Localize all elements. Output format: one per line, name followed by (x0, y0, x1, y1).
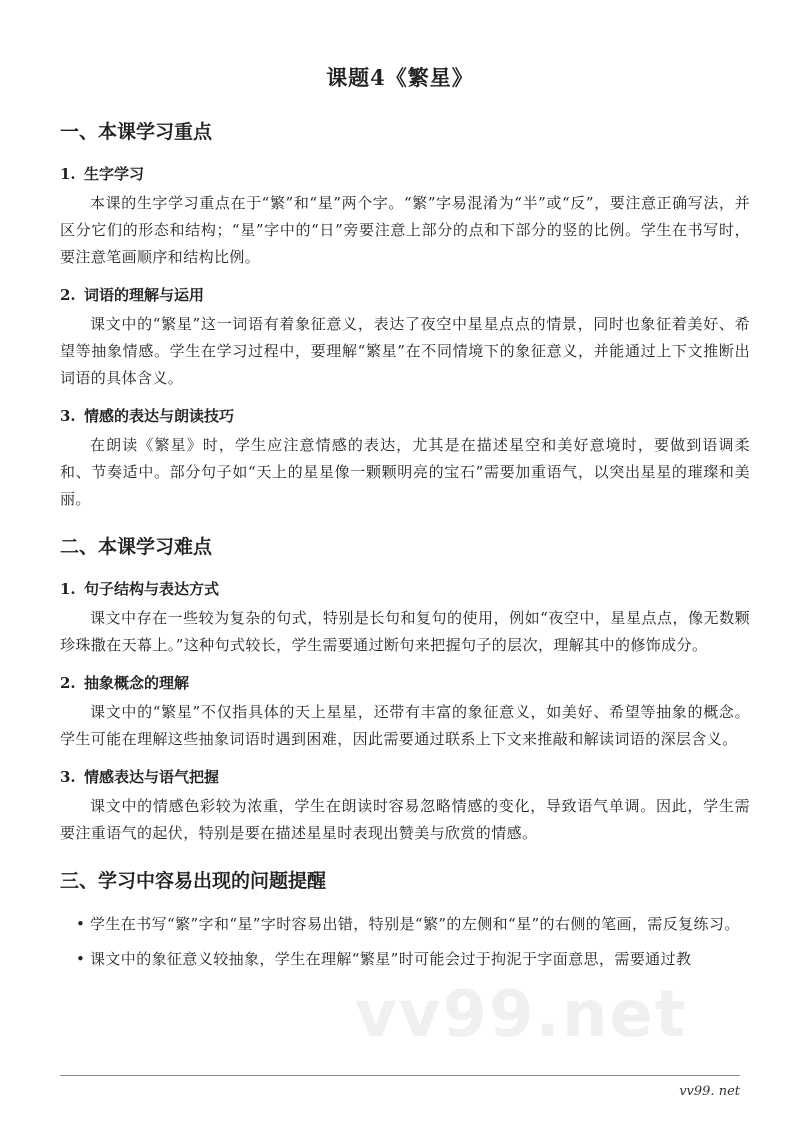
subsection-title-text: 词语的理解与运用 (84, 286, 205, 304)
subsection-number: 2. (60, 286, 76, 304)
list-item (60, 946, 750, 973)
paragraph: 在朗读《繁星》时，学生应注意情感的表达，尤其是在描述星空和美好意境时，要做到语调柔和、节奏适中。部分句子如“天上的星星像一颗颗明亮的宝石”需要加重语气，以突出星星的璀璨和美丽。 (60, 436, 750, 508)
section-common-problems (60, 867, 750, 973)
bullet-icon: • (76, 915, 86, 933)
subsection (60, 404, 750, 513)
paragraph: 课文中的情感色彩较为浓重，学生在朗读时容易忽略情感的变化，导致语气单调。因此，学生需要注重语气的起伏，特别是要在描述星星时表现出赞美与欣赏的情感。 (60, 797, 750, 842)
subsection-title (60, 162, 750, 186)
document-body (60, 118, 750, 993)
watermark: vv99.net (355, 978, 688, 1052)
subsection-title-text: 情感的表达与朗读技巧 (84, 407, 235, 425)
paragraph: 课文中的“繁星”不仅指具体的天上星星，还带有丰富的象征意义，如美好、希望等抽象的概念。学生可能在理解这些抽象词语时遇到困难，因此需要通过联系上下文来推敲和解读词语的深层含义。 (60, 703, 750, 748)
subsection-title (60, 577, 750, 601)
subsection-number: 1. (60, 165, 76, 183)
footer-divider (60, 1075, 740, 1076)
subsection (60, 577, 750, 659)
subsection (60, 671, 750, 753)
paragraph: 本课的生字学习重点在于“繁”和“星”两个字。“繁”字易混淆为“半”或“反”，要注意正确写法，并区分它们的形态和结构；“星”字中的“日”旁要注意上部分的点和下部分的竖的比例。学生在书写时，要注意笔画顺序和结构比例。 (60, 194, 750, 266)
paragraph: 课文中的“繁星”这一词语有着象征意义，表达了夜空中星星点点的情景，同时也象征着美好、希望等抽象情感。学生在学习过程中，要理解“繁星”在不同情境下的象征意义，并能通过上下文推断出词语的具体含义。 (60, 315, 750, 387)
page-title: 课题4《繁星》 (326, 65, 474, 90)
subsection-number: 1. (60, 580, 76, 598)
section-key-points (60, 118, 750, 513)
list-item-text: 课文中的象征意义较抽象，学生在理解“繁星”时可能会过于拘泥于字面意思，需要通过教 (90, 950, 692, 968)
subsection-number: 3. (60, 407, 76, 425)
bullet-icon: • (76, 950, 86, 968)
subsection-title-text: 生字学习 (84, 165, 145, 183)
paragraph: 课文中存在一些较为复杂的句式，特别是长句和复句的使用，例如“夜空中，星星点点，像无数颗珍珠撒在天幕上。”这种句式较长，学生需要通过断句来把握句子的层次，理解其中的修饰成分。 (60, 609, 750, 654)
bullet-list (60, 911, 750, 973)
subsection (60, 765, 750, 847)
section-difficulties (60, 533, 750, 847)
subsection-title-text: 抽象概念的理解 (84, 674, 190, 692)
subsection-title (60, 283, 750, 307)
subsection-title-text: 情感表达与语气把握 (84, 768, 220, 786)
list-item-text: 学生在书写“繁”字和“星”字时容易出错，特别是“繁”的左侧和“星”的右侧的笔画，需反复练习。 (90, 915, 740, 933)
subsection-title (60, 671, 750, 695)
section-heading: 二、本课学习难点 (60, 536, 213, 558)
subsection (60, 283, 750, 392)
list-item (60, 911, 750, 938)
footer-site-label: vv99. net (679, 1084, 740, 1099)
subsection-title-text: 句子结构与表达方式 (84, 580, 220, 598)
section-heading: 三、学习中容易出现的问题提醒 (60, 870, 327, 892)
subsection (60, 162, 750, 271)
section-heading: 一、本课学习重点 (60, 121, 213, 143)
subsection-title (60, 404, 750, 428)
subsection-number: 2. (60, 674, 76, 692)
subsection-title (60, 765, 750, 789)
subsection-number: 3. (60, 768, 76, 786)
